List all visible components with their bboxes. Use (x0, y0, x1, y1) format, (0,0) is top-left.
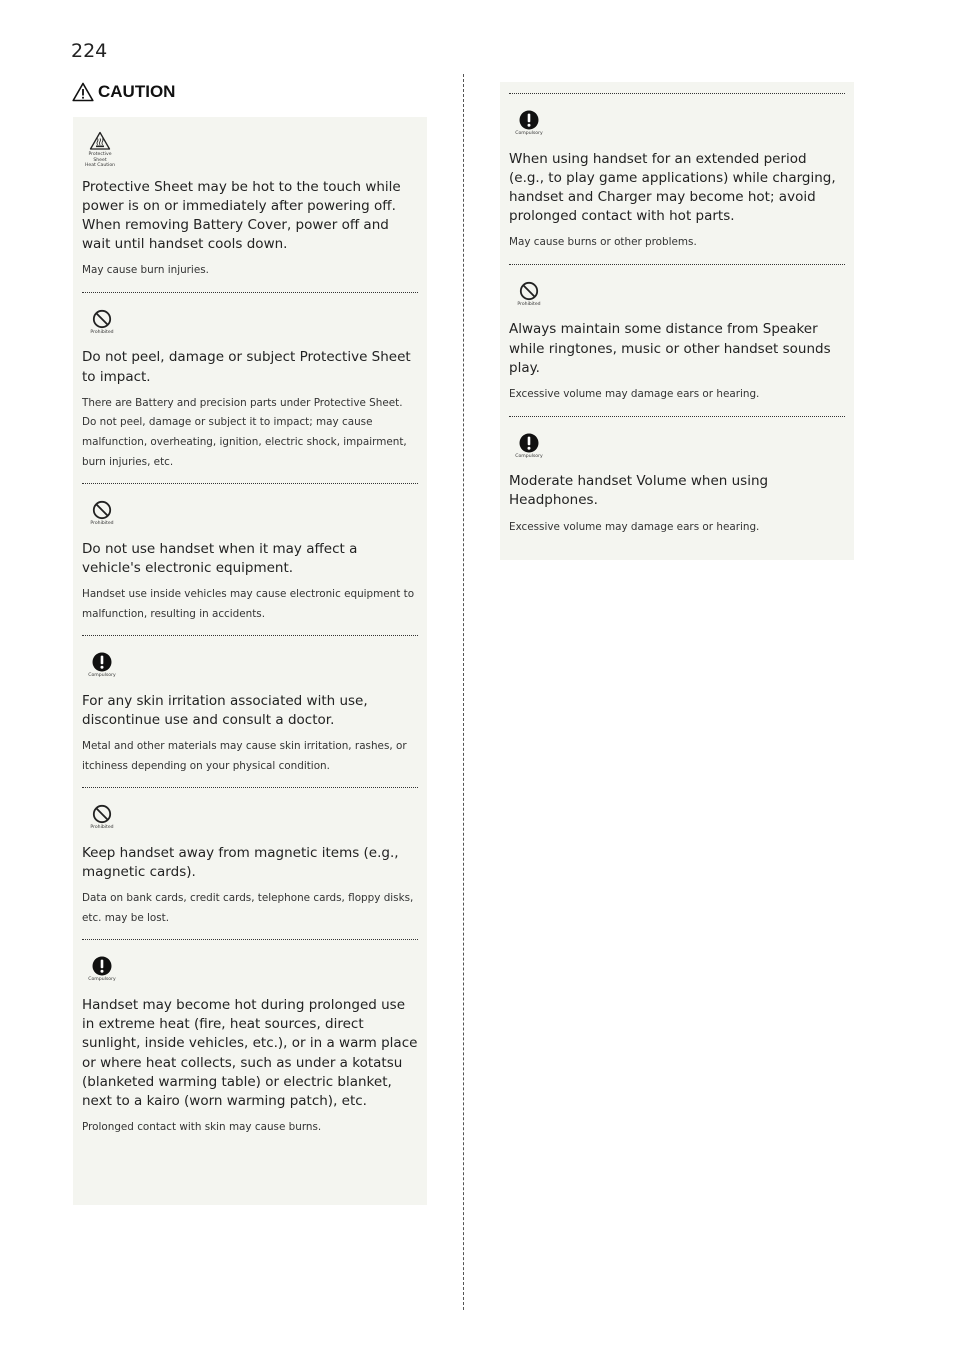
caution-main-text: For any skin irritation associated with use, discontinue use and consult a doctor. (82, 692, 368, 728)
prohibited-circle-icon (92, 500, 112, 520)
hot-surface-triangle-icon (89, 131, 111, 151)
icon-label: Compulsory (515, 453, 543, 459)
icon-label: Prohibited (90, 825, 114, 831)
caution-main-text: Moderate handset Volume when using Headphones. (509, 473, 769, 509)
caution-item (82, 127, 418, 281)
caution-sub-text: May cause burn injuries. (82, 264, 209, 277)
page-number: 224 (71, 40, 108, 62)
prohibited-circle-icon (92, 804, 112, 824)
icon-block (82, 309, 122, 336)
caution-main-text: Handset may become hot during prolonged use in extreme heat (fire, heat sources, direct sunlight, inside vehicles, etc.), or in a warm place or where heat collects, such as under a kotatsu (blanketed warming table) or electric blanket, next to a kairo (worn warming patch), etc. (82, 996, 418, 1109)
icon-label: Heat Caution (84, 163, 116, 168)
right-caution-panel (500, 82, 854, 560)
caution-item (82, 939, 418, 1137)
icon-label: Compulsory (88, 977, 116, 983)
caution-main-text: Protective Sheet may be hot to the touch while power is on or immediately after powering off. When removing Battery Cover, power off and wait until handset cools down. (82, 178, 401, 253)
caution-heading (72, 82, 175, 102)
caution-sub-text: There are Battery and precision parts under Protective Sheet. (82, 396, 403, 409)
caution-sub-text: Prolonged contact with skin may cause burns. (82, 1121, 322, 1134)
icon-block (509, 281, 549, 308)
icon-label: Prohibited (90, 521, 114, 527)
caution-item (82, 787, 418, 928)
icon-label: Compulsory (515, 131, 543, 136)
caution-main-text: Keep handset away from magnetic items (e.g., magnetic cards). (82, 844, 399, 881)
icon-label: Prohibited (517, 301, 541, 307)
caution-item (509, 93, 845, 253)
icon-label: Prohibited (90, 329, 114, 335)
caution-main-text: Always maintain some distance from Speaker while ringtones, music or other handset sounds play. (509, 321, 831, 376)
icon-label: Protective Sheet (88, 152, 112, 163)
caution-sub-text: Metal and other materials may cause skin irritation, rashes, or itchiness depending on your physical condition. (82, 740, 407, 772)
caution-sub-text: May cause burns or other problems. (509, 236, 697, 249)
caution-item (82, 483, 418, 624)
caution-sub-text: Handset use inside vehicles may cause electronic equipment to malfunction, resulting in accidents. (82, 588, 415, 620)
left-caution-panel (73, 117, 427, 1205)
exclamation-circle-icon (92, 652, 112, 672)
icon-block (82, 500, 122, 527)
caution-main-text: Do not use handset when it may affect a vehicle's electronic equipment. (82, 540, 358, 576)
column-divider (463, 74, 464, 1310)
caution-sub-text: Excessive volume may damage ears or hearing. (509, 520, 760, 533)
warning-triangle-icon (72, 82, 94, 102)
icon-block (82, 652, 122, 679)
caution-item (82, 635, 418, 776)
caution-item (509, 416, 845, 538)
caution-sub-text: Do not peel, damage or subject it to impact; may cause malfunction, overheating, ignition, electric shock, impairment, burn injuries, etc. (82, 416, 407, 468)
icon-block (82, 956, 122, 983)
exclamation-circle-icon (519, 110, 539, 130)
icon-label: Compulsory (88, 673, 116, 679)
icon-block (509, 433, 549, 460)
icon-block (82, 131, 118, 169)
exclamation-circle-icon (92, 956, 112, 976)
caution-main-text: When using handset for an extended period (e.g., to play game applications) while charging, handset and Charger may become hot; avoid prolonged contact with hot parts. (509, 150, 836, 225)
caution-item (82, 292, 418, 472)
caution-sub-text: Data on bank cards, credit cards, telephone cards, floppy disks, etc. may be lost. (82, 892, 414, 924)
caution-main-text: Do not peel, damage or subject Protective Sheet to impact. (82, 349, 411, 385)
icon-block (82, 804, 122, 831)
caution-sub-text: Excessive volume may damage ears or hearing. (509, 388, 760, 401)
heading-text: CAUTION (98, 82, 176, 101)
prohibited-circle-icon (92, 309, 112, 329)
exclamation-circle-icon (519, 433, 539, 453)
icon-block (509, 110, 549, 137)
prohibited-circle-icon (519, 281, 539, 301)
caution-item (509, 264, 845, 405)
